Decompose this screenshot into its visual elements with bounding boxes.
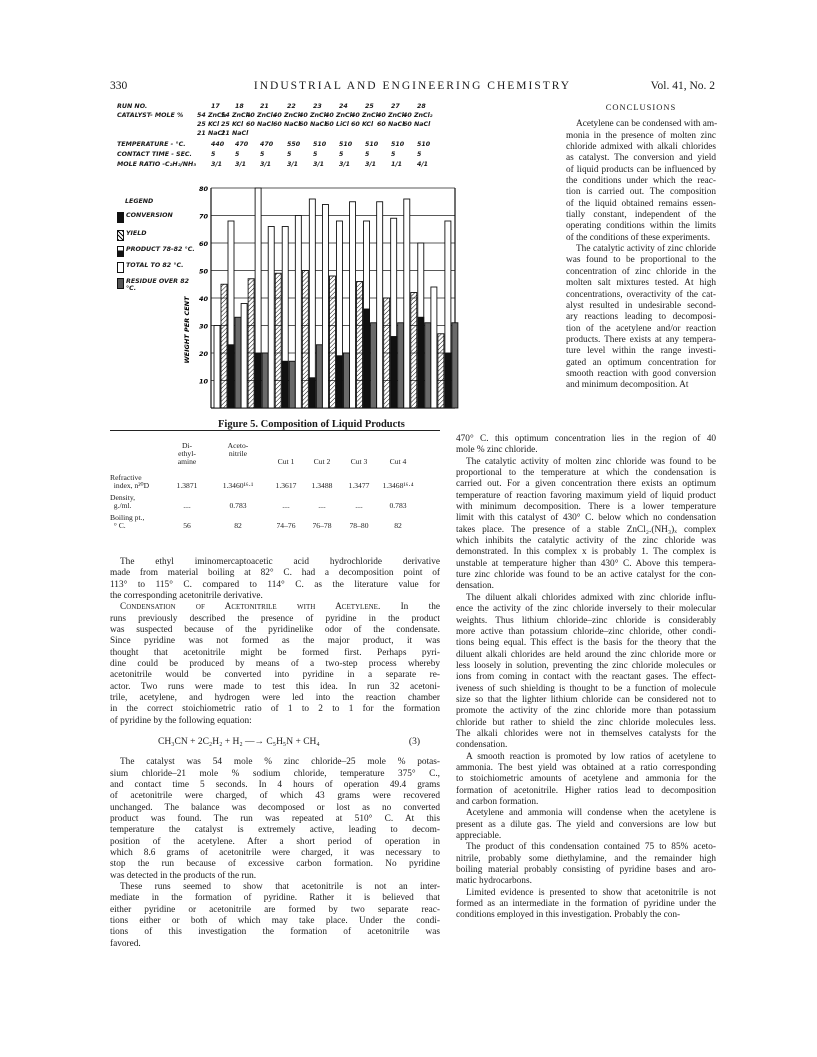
mole-ratio-row-cell: 3/1	[339, 161, 351, 168]
page-number: 330	[110, 80, 128, 92]
equation-text: CH₃CN + 2C₂H₂ + H₂ —→ C₅H₅N + CH₄	[158, 737, 320, 748]
bar-product-78-82	[228, 345, 234, 408]
text-line: ture zinc chloride was found to be an active catalyst for the con-	[456, 570, 716, 581]
text-line: dine could be produced by means of a two-step process whereby	[110, 659, 440, 670]
text-line: ture level within the range investi-	[566, 346, 716, 357]
text-line: Since pyridine was not formed as the major product, it was	[110, 636, 440, 647]
composition-bar-chart	[175, 180, 465, 416]
table-header: Cut 4	[389, 457, 407, 466]
text-line: to stoichiometric amounts of acetylene and ammonia for the	[456, 774, 716, 785]
text-line: less loosely in solution, preventing the zinc chloride molecules or	[456, 660, 716, 671]
run-row-cell: 24	[339, 103, 348, 110]
figure-caption: Figure 5. Composition of Liquid Products	[218, 419, 405, 430]
journal-title: INDUSTRIAL AND ENGINEERING CHEMISTRY	[253, 80, 572, 92]
text-line: molten salt mixtures tested. At high	[566, 278, 716, 289]
catalyst-row-cell: 40 ZnCl₂	[299, 112, 329, 119]
text-line: of pyridine by the following equation:	[110, 715, 252, 726]
mole-ratio-row-cell: 3/1	[260, 161, 272, 168]
text-line: stop the run because of excessive carbon formation. No pyridine	[110, 859, 440, 870]
contact-time-row-cell: 5	[260, 151, 265, 158]
text-line: product was found. The run was repeated at 510° C. At this	[110, 813, 440, 824]
text-line: weights. Thus lithium chloride–zinc chloride is considerably	[456, 615, 716, 626]
text-line: favored.	[110, 938, 141, 949]
text-line: nitrile, probably some diethylamine, and the remainder high	[456, 853, 716, 864]
text-line: iveness of such shielding is thought to be a function of molecule	[456, 683, 716, 694]
text-line: tions of this investigation the formation of acetonitrile was	[110, 927, 440, 938]
text-line: conditions employed in this investigation. Probably the con-	[456, 910, 681, 921]
text-line: tions being equal. This effect is the basis for the theory that the	[456, 638, 716, 649]
bar-residue	[398, 323, 404, 408]
catalyst-row-cell: 40 ZnCl₂	[351, 112, 381, 119]
y-tick-label: 30	[198, 322, 208, 331]
text-line: The catalyst was 54 mole % zinc chloride–25 mole % potas-	[120, 757, 440, 768]
text-line: either pyridine or acetonitrile are formed by two separate reac-	[110, 904, 440, 915]
text-line: matic hydrocarbons.	[456, 876, 532, 887]
table-cell: 76–78	[312, 521, 332, 530]
text-line: size so that the lighter lithium chloride can be considered not to	[456, 694, 716, 705]
y-tick-label: 40	[198, 295, 208, 303]
text-line: The alkali chlorides were not in themselves catalysts for the	[456, 728, 716, 739]
table-cell: ....	[318, 501, 326, 510]
text-line: alyst resulted in undesirable second-	[566, 300, 716, 311]
run-row-cell: 23	[313, 103, 322, 110]
table-cell: ....	[183, 501, 191, 510]
bar-residue	[235, 317, 241, 408]
table-header: Aceto- nitrile	[227, 441, 249, 458]
text-line: The catalytic activity of zinc chloride	[576, 244, 716, 255]
run-row-cell: 28	[417, 103, 426, 110]
temperature-row-cell: 550	[287, 141, 301, 148]
bar-residue	[371, 323, 377, 408]
text-line: 470° C. this optimum concentration lies in the region of 40	[456, 434, 716, 444]
text-line: The product of this condensation contained 75 to 85% aceto-	[466, 842, 716, 853]
temperature-row-cell: 510	[339, 141, 353, 148]
contact-time-row-cell: 5	[391, 151, 396, 158]
running-header	[110, 80, 715, 96]
text-line: the corresponding acetonitrile derivative.	[110, 591, 263, 602]
text-line: These runs seemed to show that acetonitrile is not an inter-	[120, 881, 440, 892]
contact-time-row-cell: 5	[287, 151, 292, 158]
text-fragment: In the	[380, 602, 440, 613]
mole-ratio-row-cell: 3/1	[313, 161, 325, 168]
text-line: more active than potassium chloride–zinc chloride, other condi-	[456, 626, 716, 637]
y-tick-label: 80	[198, 185, 208, 193]
bar-yield	[302, 271, 308, 409]
y-tick-label: 10	[198, 377, 208, 386]
table-cell: ....	[355, 501, 363, 510]
left-column-text	[110, 557, 440, 950]
legend-swatch	[117, 262, 124, 273]
text-line: chloride but rather to shield the zinc chloride molecules less.	[456, 717, 716, 728]
catalyst-row-2-cell: 60 NaCl	[403, 121, 431, 128]
bar-product-78-82	[364, 309, 370, 408]
bar-product-78-82	[255, 353, 261, 408]
text-line: of acetonitrile were charged, of which 43 grams were recovered	[110, 791, 440, 802]
catalyst-row-2-cell: 60 NaCl	[246, 121, 274, 128]
text-line: thought that acetonitrile might be formed first. Perhaps pyri-	[110, 647, 440, 658]
legend-swatch	[117, 278, 124, 289]
table-cell: 56	[183, 521, 191, 530]
table-cell: 74–76	[276, 521, 296, 530]
text-line: ence the activity of the zinc chloride inversely to their molecular	[456, 604, 716, 615]
text-line: of liquid products can be influenced by	[566, 164, 716, 175]
table-header: Cut 2	[313, 457, 331, 466]
text-line: The diluent alkali chlorides admixed with zinc chloride influ-	[466, 592, 716, 603]
bar-yield	[329, 276, 335, 408]
legend-title: LEGEND	[125, 198, 154, 205]
text-line: of the conditions of these experiments.	[566, 232, 711, 243]
bar-product-78-82	[336, 356, 342, 408]
temperature-row-cell: 510	[417, 141, 431, 148]
catalyst-row-2-cell: 60 KCl	[351, 121, 374, 128]
text-line: boiling material probably consisting of pyridine bases and aro-	[456, 865, 716, 876]
text-line: position of the acetylene. After a short period of operation in	[110, 836, 440, 847]
run-row-label: RUN NO.	[117, 103, 148, 110]
contact-time-row-cell: 5	[417, 151, 422, 158]
catalyst-row-cell: 40 ZnCl₂	[246, 112, 276, 119]
equation-number: (3)	[408, 737, 420, 748]
catalyst-row-cell: 40 ZnCl₂	[273, 112, 303, 119]
section-run-in-heading: Condensation of Acetonitrile with Acetylene.	[120, 602, 381, 613]
table-cell: 82	[234, 521, 242, 530]
mole-ratio-row-label: MOLE RATIO -C₂H₂/NH₃	[117, 161, 197, 168]
catalyst-row-2-cell: 25 KCl	[197, 121, 220, 128]
text-line: smooth reaction with good conversion	[566, 368, 716, 379]
bar-conversion	[322, 205, 328, 409]
bar-residue	[452, 323, 458, 408]
text-line: which 8.6 grams of acetonitrile were charged, it was necessary to	[110, 847, 440, 858]
text-line: condensation.	[456, 740, 508, 751]
legend-label: TOTAL TO 82 °C.	[126, 262, 184, 269]
text-line: products. There exists at any tempera-	[566, 334, 716, 345]
legend-label: YIELD	[126, 230, 147, 237]
run-row-cell: 21	[260, 103, 269, 110]
legend-label: RESIDUE OVER 82 °C.	[126, 278, 189, 292]
equation-3	[110, 727, 440, 757]
mole-ratio-row-cell: 3/1	[365, 161, 377, 168]
contact-time-row-cell: 5	[235, 151, 240, 158]
table-cell: 78–80	[349, 521, 369, 530]
bar-yield	[384, 298, 390, 408]
bar-total-to-82	[309, 199, 315, 408]
legend-label: PRODUCT 78-82 °C.	[126, 246, 195, 253]
text-line: gated an optimum concentration for	[566, 357, 716, 368]
table-top-rule	[110, 430, 440, 431]
bar-conversion	[404, 199, 410, 408]
text-line: operating conditions within the limits	[566, 221, 716, 232]
temperature-row-label: TEMPERATURE - °C.	[117, 141, 186, 148]
temperature-row-cell: 440	[211, 141, 225, 148]
text-line: ammonia. The best yield was obtained at a ratio corresponding	[456, 762, 716, 773]
y-tick-label: 70	[198, 212, 208, 221]
bar-residue	[425, 323, 431, 408]
bar-product-78-82	[418, 317, 424, 408]
text-line: unstable at temperature higher than 430° C. Above this tempera-	[456, 558, 716, 569]
text-line: as catalyst. The conversion and yield	[566, 153, 716, 164]
legend-swatch	[117, 230, 124, 241]
bar-residue	[289, 361, 295, 408]
text-line: made from material boiling at 82° C. had a decomposition point of	[110, 568, 440, 579]
legend-swatch	[117, 246, 124, 257]
text-line: trile, acetylene, and hydrogen were led into the reaction chamber	[110, 693, 440, 704]
text-line: demonstrated. In this complex x is probably 1. The complex is	[456, 547, 716, 558]
text-line: actor. Two runs were made to test this idea. In run 32 acetoni-	[110, 681, 440, 692]
catalyst-row-2-cell: 25 KCl	[221, 121, 244, 128]
run-row-cell: 17	[211, 103, 220, 110]
text-line: was found to be proportional to the	[566, 255, 716, 266]
bar-yield	[357, 282, 363, 409]
bar-product-78-82	[309, 378, 315, 408]
text-line: and minimum decomposition. At	[566, 380, 689, 391]
bar-yield	[275, 273, 281, 408]
conclusions-section	[566, 102, 716, 392]
table-cell: 1.3468¹⁶·⁴	[382, 481, 414, 490]
text-line: Acetylene and ammonia will condense when the acetylene is	[466, 808, 716, 819]
mole-ratio-row-cell: 4/1	[417, 161, 429, 168]
text-line: monia in the presence of molten zinc	[566, 130, 716, 141]
catalyst-row-cell: 40 ZnCl₂	[325, 112, 355, 119]
temperature-row-cell: 470	[260, 141, 274, 148]
run-row-cell: 25	[365, 103, 374, 110]
temperature-row-cell: 510	[365, 141, 379, 148]
contact-time-row-label: CONTACT TIME - SEC.	[117, 151, 192, 158]
text-line: sium chloride–21 mole % sodium chloride, temperature 375° C.,	[110, 768, 440, 779]
bar-residue	[343, 353, 349, 408]
mole-ratio-row-cell: 1/1	[391, 161, 403, 168]
text-line: ary reactions leading to decomposi-	[566, 312, 716, 323]
mole-ratio-row-cell: 3/1	[211, 161, 223, 168]
catalyst-row-2-cell: 60 NaCl	[273, 121, 301, 128]
table-cell: 1.3488	[311, 481, 333, 490]
text-line: with minimum decomposition. There is a lower temperature	[456, 502, 716, 513]
mole-ratio-row-cell: 3/1	[235, 161, 247, 168]
text-line: The catalytic activity of molten zinc chloride was found to be	[466, 456, 716, 467]
text-line: diluent alkali chlorides are held around the zinc chloride more or	[456, 649, 716, 660]
text-line: mediate in the formation of pyridine. Rather it is believed that	[110, 893, 440, 904]
table-cell: ....	[282, 501, 290, 510]
legend-label: CONVERSION	[126, 212, 173, 219]
bar-product-78-82	[282, 361, 288, 408]
table-header: Di- ethyl- amine	[177, 441, 197, 466]
table-cell: 1.3871	[176, 481, 198, 490]
bar-conversion	[241, 304, 247, 409]
legend-swatch	[117, 212, 124, 223]
y-tick-label: 60	[198, 240, 208, 248]
text-line: tions either or both of which may take place. Under the condi-	[110, 915, 440, 926]
bar-residue	[262, 353, 268, 408]
catalyst-row-2-cell: 60 NaCl	[299, 121, 327, 128]
catalyst-row-cell: 54 ZnCl₂	[221, 112, 251, 119]
catalyst-row-cell: 54 ZnCl₂	[197, 112, 227, 119]
y-axis-label: WEIGHT PER CENT	[183, 296, 191, 364]
catalyst-row-cell: 40 ZnCl₂	[403, 112, 433, 119]
right-column-text	[456, 434, 716, 922]
table-cell: 1.3477	[348, 481, 370, 490]
text-line: concentration of zinc chloride in the	[566, 266, 716, 277]
text-line: and contact time 5 seconds. In 4 hours of operation 49.4 grams	[110, 779, 440, 790]
text-line: carried out. For a given concentration there exists an optimum	[456, 479, 716, 490]
mole-ratio-row-cell: 3/1	[287, 161, 299, 168]
bar-yield	[438, 334, 444, 408]
table-cell: 1.3460¹⁶·¹	[222, 481, 254, 490]
text-line: in the correct stoichiometric ratio of 1 to 2 to 1 for the formation	[110, 704, 440, 715]
temperature-row-cell: 470	[235, 141, 249, 148]
text-line: formed as an intermediate in the formation of pyridine under the	[456, 899, 716, 910]
y-tick-label: 50	[198, 267, 208, 276]
catalyst-row-2-cell: 60 NaCl	[377, 121, 405, 128]
text-line: densation.	[456, 581, 494, 592]
text-line: Acetylene can be condensed with am-	[576, 119, 718, 130]
text-line	[110, 602, 440, 613]
run-row-cell: 18	[235, 103, 244, 110]
bar-product-78-82	[391, 337, 397, 409]
text-line: A smooth reaction is promoted by low ratios of acetylene to	[466, 751, 716, 762]
text-line: takes place. The presence of a stable ZnCl₂.(NH₃)ₓ complex	[456, 524, 716, 535]
table-header: Cut 3	[350, 457, 368, 466]
catalyst-row-3-cell: 21 NaCl	[197, 130, 225, 137]
text-line: limit with this catalyst of 430° C. below which no condensation	[456, 513, 716, 524]
temperature-row-cell: 510	[313, 141, 327, 148]
table-cell: 82	[394, 521, 402, 530]
text-line: promote the activity of the zinc chloride more than potassium	[456, 706, 716, 717]
bar-yield	[248, 279, 254, 408]
text-line: formation of acetonitrile. Higher ratios lead to decomposition	[456, 785, 716, 796]
text-line: The ethyl iminomercaptoacetic acid hydrochloride derivative	[120, 557, 440, 567]
bar-conversion	[431, 287, 437, 408]
text-line: mole % zinc chloride.	[456, 445, 538, 456]
text-line: acetonitrile would be converted into pyridine in a separate re-	[110, 670, 440, 681]
table-row-label: Refractive index, n²⁰D	[110, 473, 150, 490]
text-line: was detected in the products of the run.	[110, 870, 257, 881]
contact-time-row-cell: 5	[211, 151, 216, 158]
bar-product-78-82	[445, 353, 451, 408]
bar-conversion	[377, 202, 383, 408]
bar-residue	[316, 345, 322, 408]
text-line: temperature the catalyst is extremely active, leading to decom-	[110, 825, 440, 836]
catalyst-row-3-cell: 21 NaCl	[221, 130, 249, 137]
table-header: Cut 1	[277, 457, 295, 466]
bar-conversion	[214, 326, 220, 409]
bar-yield	[221, 284, 227, 408]
text-line: chloride admixed with alkali chlorides	[566, 142, 716, 153]
text-line: tion is carried out. The composition	[566, 187, 716, 198]
table-row-label: Boiling pt., ° C.	[110, 513, 145, 530]
text-line: unchanged. The balance was decomposed or lost as no converted	[110, 802, 440, 813]
text-line: tially constant, independent of the	[566, 210, 716, 221]
contact-time-row-cell: 5	[339, 151, 344, 158]
catalyst-row-cell: 40 ZnCl₂	[377, 112, 407, 119]
text-line: temperature of reaction favoring maximum yield of liquid product	[456, 490, 716, 501]
bar-conversion	[350, 202, 356, 408]
text-line: 113° to 115° C. compared to 114° C. as the literature value for	[110, 579, 440, 590]
text-line: concentrations, overactivity of the cat-	[566, 289, 716, 300]
text-line: proportional to the temperature at which the condensation is	[456, 468, 716, 479]
table-cell: 1.3617	[275, 481, 297, 490]
run-row-cell: 22	[287, 103, 296, 110]
temperature-row-cell: 510	[391, 141, 405, 148]
text-line: and carbon formation.	[456, 797, 539, 807]
text-line: of the liquid obtained remains essen-	[566, 198, 716, 209]
catalyst-row-2-cell: 60 LiCl	[325, 121, 349, 128]
table-cell: 0.783	[229, 501, 247, 510]
table-cell: 0.783	[389, 501, 407, 510]
text-line: runs previously described the presence of pyridine in the product	[110, 613, 440, 624]
text-line: Limited evidence is presented to show that acetonitrile is not	[466, 887, 716, 898]
text-line: ions from coming in contact with the reactant gases. The effect-	[456, 672, 716, 683]
text-line: was suspected because of the pyridinelike odor of the condensate.	[110, 625, 440, 636]
text-line: tion of the acetylene and/or reaction	[566, 323, 716, 334]
bar-yield	[411, 293, 417, 409]
table-row-label: Density, g./ml.	[110, 493, 136, 510]
catalyst-row-label: CATALYST- MOLE %	[117, 112, 184, 119]
bar-conversion	[295, 216, 301, 409]
run-row-cell: 27	[391, 103, 400, 110]
text-line: which inhibits the catalytic activity of the zinc chloride was	[456, 536, 716, 547]
y-tick-label: 20	[198, 350, 208, 358]
contact-time-row-cell: 5	[365, 151, 370, 158]
contact-time-row-cell: 5	[313, 151, 318, 158]
text-line: the conditions under which the reac-	[566, 176, 716, 187]
bar-conversion	[268, 227, 274, 409]
conclusions-heading: CONCLUSIONS	[605, 102, 677, 112]
volume-issue: Vol. 41, No. 2	[650, 80, 715, 92]
text-line: present as a dilute gas. The yield and conversions are low but	[456, 819, 716, 830]
text-line: appreciable.	[456, 831, 502, 842]
